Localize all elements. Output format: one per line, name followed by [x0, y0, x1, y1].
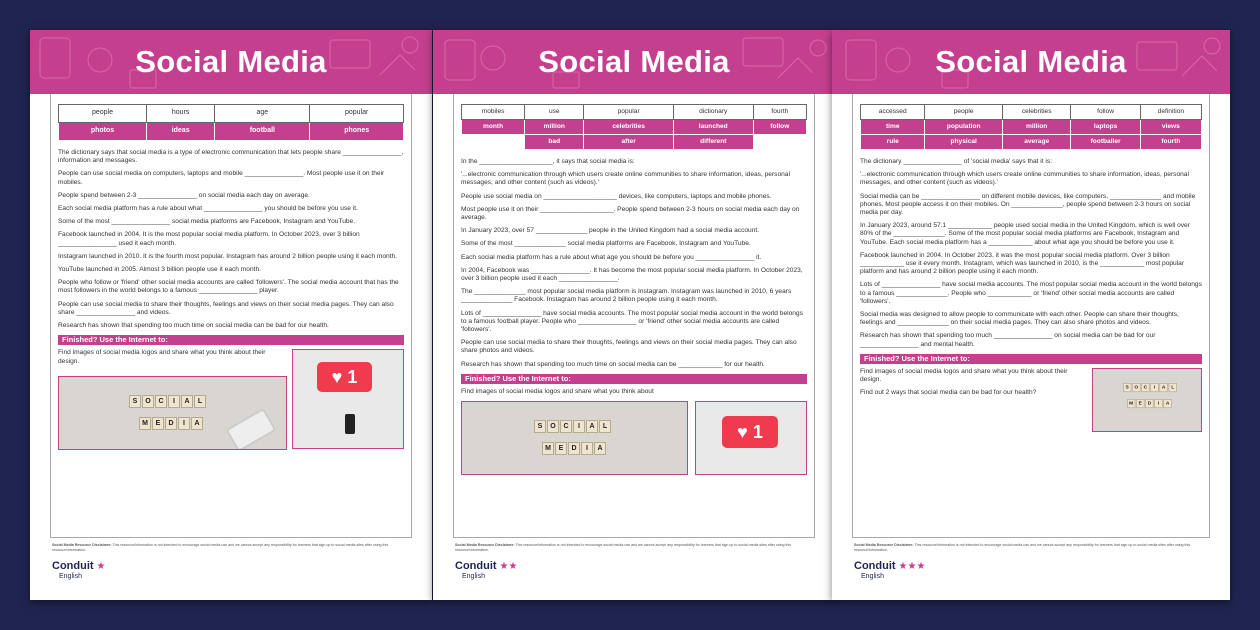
word-bank-cell: hours	[146, 105, 214, 123]
word-bank-cell: age	[215, 105, 310, 123]
page-title: Social Media	[135, 44, 327, 79]
word-bank-cell: definition	[1140, 105, 1201, 120]
word-bank-cell: mobiles	[462, 105, 525, 120]
word-bank-cell: million	[525, 120, 584, 135]
word-bank-cell: million	[1002, 120, 1071, 135]
finished-heading: Finished? Use the Internet to:	[860, 354, 1202, 364]
word-bank-cell: population	[925, 120, 1002, 135]
paragraph: Social media was designed to allow people to communicate with each other. People can share their thoughts, feelings and ______________ on their social media pages. They can also share photos and videos.	[860, 311, 1179, 327]
paragraph: In the ____________________, it says that social media is:	[461, 158, 635, 165]
paragraph: The dictionary ________________ of 'social media' says that it is:	[860, 158, 1053, 165]
paragraph: Facebook launched in 2004. In October 2023, it was the most popular social media platform. Over 3 billion ____________ use it every month. Instagram, which was launched in 2010, is the ____________ most popular platform and has around 2 billion people using it each month.	[860, 251, 1185, 276]
word-bank-cell: bad	[525, 135, 584, 150]
paragraph: People use social media on ____________________ devices, like computers, laptops and mobile phones.	[461, 192, 772, 200]
paragraph: Research has shown that spending too much time on social media can be ____________ for our health.	[461, 360, 765, 368]
paragraph: The dictionary says that social media is a type of electronic communication that lets people share ________________, information and messages.	[58, 149, 404, 165]
paragraph: Social media can be ________________ on different mobile devices, like computers, ______________ and mobile phones. Most people access it on their mobiles. On ______________, people spend between 2-3 hours on social media per day.	[860, 192, 1196, 217]
paragraph: Research has shown that spending too much time on social media can be bad for our health.	[58, 322, 329, 330]
brand-logo: Conduit ★ English	[52, 560, 106, 580]
paragraph: Each social media platform has a rule about what ________________ you should be before you use it.	[58, 205, 358, 213]
word-bank-cell: follow	[753, 120, 806, 135]
paragraph: YouTube launched in 2005. Almost 3 billion people use it each month.	[58, 266, 261, 274]
word-bank-cell: celebrities	[584, 120, 674, 135]
paragraph: '...electronic communication through which users create online communities to share information, ideas, personal messages, and other content (such as videos).'	[860, 171, 1189, 187]
word-bank-cell: dictionary	[673, 105, 753, 120]
word-bank-cell: phones	[310, 123, 404, 141]
paragraph: The ______________ most popular social media platform is Instagram. Instagram was launched in 2010, 6 years ______________ Facebook. Instagram has around 2 billion people using it each month.	[461, 288, 792, 304]
word-bank-cell: views	[1140, 120, 1201, 135]
word-bank-cell: celebrities	[1002, 105, 1071, 120]
word-bank-cell: people	[59, 105, 147, 123]
paragraph: People can use social media to share their thoughts, feelings and views on their social media pages. They can also share photos and videos.	[461, 339, 797, 355]
word-bank-cell: launched	[673, 120, 753, 135]
finished-heading: Finished? Use the Internet to:	[461, 374, 807, 384]
level-stars: ★★★	[898, 561, 926, 572]
scrabble-photo: S O C I A L M E D I A	[461, 401, 688, 475]
paragraph: '...electronic communication through which users create online communities to share information, ideas, personal messages, and other content (such as videos).'	[461, 171, 790, 187]
word-bank-cell: popular	[584, 105, 674, 120]
paragraph: People can use social media to share their thoughts, feelings and views on their social media pages. They can also share ________________ and videos.	[58, 300, 394, 316]
phone-image	[225, 408, 276, 450]
word-bank-cell: people	[925, 105, 1002, 120]
paragraph: In 2004, Facebook was ________________. It has become the most popular social media platform. In October 2023, over 3 billion people used it each ________________.	[461, 266, 803, 283]
word-bank-cell: accessed	[861, 105, 925, 120]
word-bank-cell: laptops	[1071, 120, 1140, 135]
like-photo	[695, 401, 807, 475]
word-bank	[860, 104, 1202, 150]
paragraph: Facebook launched in 2004. It is the most popular social media platform. In October 2023, over 3 billion ________________ used it each month.	[58, 231, 360, 247]
word-bank-cell: footballer	[1071, 135, 1140, 150]
paragraph: Some of the most ________________ social media platforms are Facebook, Instagram and YouTube.	[58, 218, 356, 226]
paragraph: People can use social media on computers, laptops and mobile ________________. Most people use it on their mobiles.	[58, 170, 385, 186]
title-banner	[433, 30, 835, 94]
word-bank-cell: photos	[59, 123, 147, 141]
paragraph: People who follow or 'friend' other social media accounts are called 'followers'. The social media account that has the most followers in the world belongs to a famous ________________ player.	[58, 279, 399, 295]
word-bank-cell: rule	[861, 135, 925, 150]
paragraph: People spend between 2-3 ________________ on social media each day on average.	[58, 191, 310, 199]
disclaimer: Social Media Resource Disclaimer: This resource/information is not intended to encourage social media use and we cannot accept any responsibility for learners that sign up to social media sites after using this resource/information.	[854, 543, 1191, 552]
paragraph: In January 2023, over 57 ______________ people in the United Kingdom had a social media account.	[461, 227, 760, 235]
brand-logo: Conduit ★★★ English	[854, 560, 926, 580]
like-notification: ♥ 1	[317, 362, 372, 392]
finished-task: Find images of social media logos and share what you think about their design.	[860, 368, 1068, 384]
content	[461, 104, 807, 475]
word-bank-cell: use	[525, 105, 584, 120]
finished-task: Find out 2 ways that social media can be bad for our health?	[860, 389, 1037, 397]
word-bank	[461, 104, 807, 150]
page-title: Social Media	[538, 44, 730, 79]
brand-logo: Conduit ★★ English	[455, 560, 518, 580]
scrabble-photo: S O C I A L M E D I A	[58, 376, 287, 450]
word-bank-cell: month	[462, 120, 525, 135]
phone-image	[345, 414, 355, 434]
paragraph: Each social media platform has a rule about what age you should be before you ________________ it.	[461, 253, 762, 261]
paragraph: Research has shown that spending too much ________________ on social media can be bad for our ________________ and mental health.	[860, 332, 1156, 348]
worksheet-3	[832, 30, 1230, 600]
disclaimer: Social Media Resource Disclaimer: This resource/information is not intended to encourage social media use and we cannot accept any responsibility for learners that sign up to social media sites after using this resource/information.	[455, 543, 792, 552]
title-banner	[832, 30, 1230, 94]
finished-heading: Finished? Use the Internet to:	[58, 335, 404, 345]
word-bank-cell: popular	[310, 105, 404, 123]
paragraph: Some of the most ______________ social media platforms are Facebook, Instagram and YouTube.	[461, 240, 751, 248]
paragraph: Lots of ________________ have social media accounts. The most popular social media account in the world belongs to a famous ______________. People who ____________ or 'friend' other social media accounts are called 'followers'.	[860, 281, 1202, 305]
word-bank-cell: after	[584, 135, 674, 150]
word-bank-cell: time	[861, 120, 925, 135]
word-bank-cell: fourth	[1140, 135, 1201, 150]
like-photo	[292, 349, 404, 449]
worksheet-1	[30, 30, 432, 600]
content	[58, 104, 404, 449]
scrabble-photo: S O C I A L M E D I A	[1092, 368, 1202, 432]
word-bank-cell: physical	[925, 135, 1002, 150]
word-bank-cell: follow	[1071, 105, 1140, 120]
word-bank-cell: different	[673, 135, 753, 150]
level-stars: ★	[96, 561, 106, 572]
like-notification: ♥ 1	[722, 416, 778, 448]
finished-task: Find images of social media logos and share what you think about	[461, 388, 654, 396]
level-stars: ★★	[499, 561, 518, 572]
page-title: Social Media	[935, 44, 1127, 79]
paragraph: Lots of ________________ have social media accounts. The most popular social media account in the world belongs to a famous football player. People who ________________ or 'friend' other social media accounts are called 'followers'.	[461, 309, 803, 334]
finished-task: Find images of social media logos and share what you think about their design.	[58, 349, 266, 365]
title-banner	[30, 30, 432, 94]
word-bank	[58, 104, 404, 141]
worksheet-2	[433, 30, 835, 600]
paragraph: Most people use it on their ____________________. People spend between 2-3 hours on social media each day on average.	[461, 205, 800, 222]
paragraph: Instagram launched in 2010. It is the fourth most popular. Instagram has around 2 billion people using it each month.	[58, 252, 398, 260]
word-bank-cell: ideas	[146, 123, 214, 141]
word-bank-cell: average	[1002, 135, 1071, 150]
word-bank-cell: fourth	[753, 105, 806, 120]
word-bank-cell: football	[215, 123, 310, 141]
paragraph: In January 2023, around 57.1 ____________ people used social media in the United Kingdom, which is well over 80% of the ______________. Some of the most popular social media platforms are Facebook, Instagram and YouTube. Each social media platform has a ____________ about what age you should be before you use it.	[860, 222, 1190, 246]
content	[860, 104, 1202, 434]
disclaimer: Social Media Resource Disclaimer: This resource/information is not intended to encourage social media use and we cannot accept any responsibility for learners that sign up to social media sites after using this resource/information.	[52, 543, 389, 552]
